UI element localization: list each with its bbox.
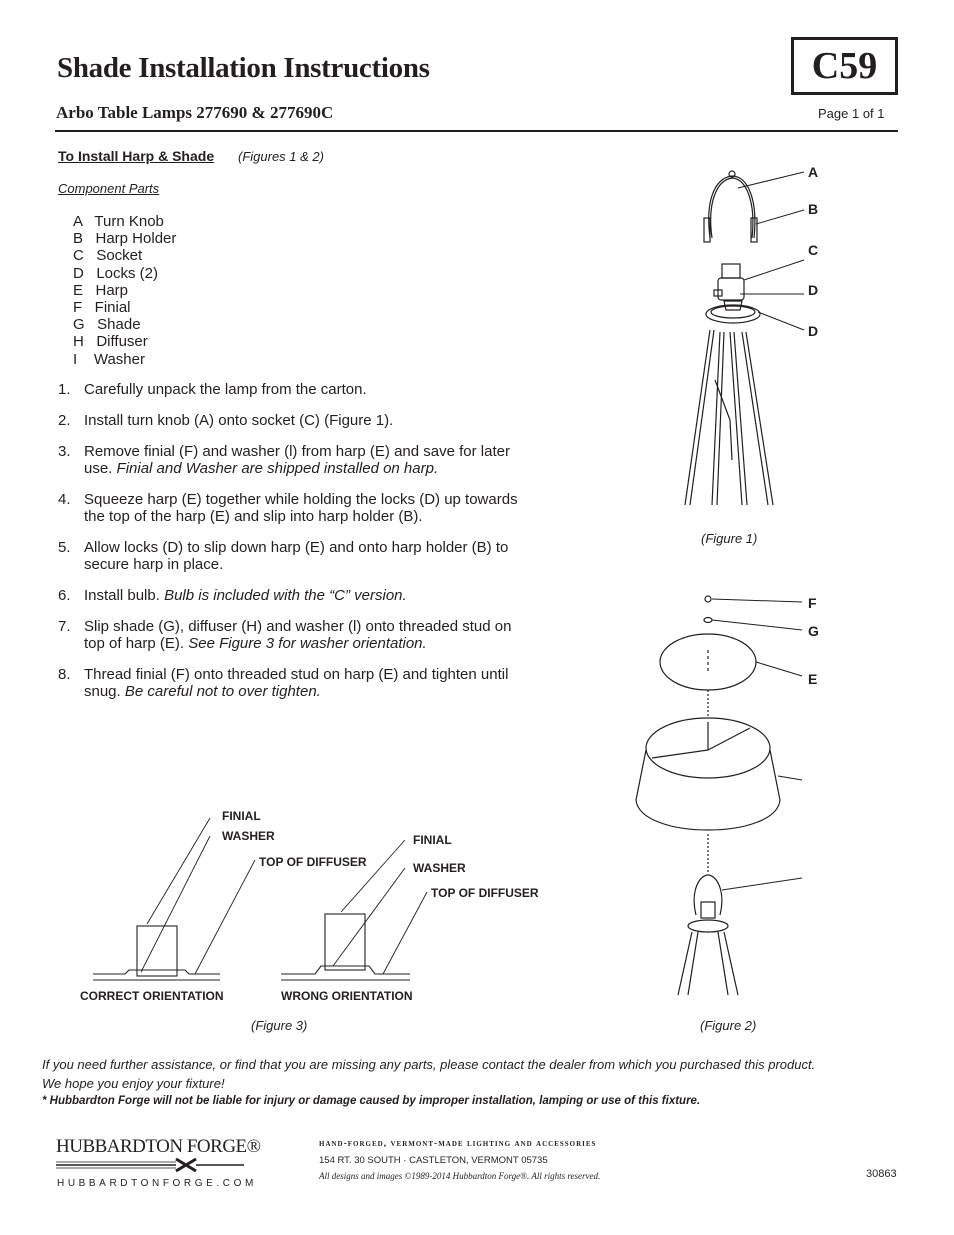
- figure-3-correct-orientation-label: CORRECT ORIENTATION: [80, 989, 224, 1003]
- brand-logo-text: HUBBARDTON FORGE®: [56, 1136, 261, 1157]
- step-text: [84, 491, 528, 525]
- document-code-badge: C59: [791, 37, 898, 95]
- section-title: To Install Harp & Shade: [58, 148, 215, 164]
- step-body: Remove finial (F) and washer (l) from harp (E) and save for later use.: [84, 443, 510, 477]
- step-number: 8.: [58, 666, 71, 683]
- step-body: Carefully unpack the lamp from the carton.: [84, 381, 367, 398]
- figure-3-correct-washer-label: WASHER: [222, 829, 275, 843]
- component-parts-title: Component Parts: [58, 181, 160, 196]
- step-body: Allow locks (D) to slip down harp (E) and onto harp holder (B) to secure harp in place.: [84, 539, 509, 573]
- figure-2-label-f: F: [808, 595, 817, 611]
- step-item: [58, 539, 528, 573]
- figure-1-label-a: A: [808, 164, 819, 180]
- step-item: [58, 412, 528, 429]
- assistance-note-line: We hope you enjoy your fixture!: [42, 1076, 225, 1091]
- figure-1-label-d2: D: [808, 323, 819, 339]
- part-item: G Shade: [73, 316, 141, 334]
- figure-3-wrong-finial-label: FINIAL: [413, 833, 452, 847]
- figure-1-label-b: B: [808, 201, 819, 217]
- figure-3-wrong-washer-label: WASHER: [413, 861, 466, 875]
- step-note: See Figure 3 for washer orientation.: [188, 635, 427, 652]
- figure-1-label-c: C: [808, 242, 819, 258]
- step-note: Be careful not to over tighten.: [124, 683, 321, 700]
- step-number: 2.: [58, 412, 71, 429]
- step-item: [58, 587, 528, 604]
- figure-3-wrong-orientation-label: WRONG ORIENTATION: [281, 989, 413, 1003]
- figure-2-caption: (Figure 2): [700, 1018, 757, 1033]
- figure-2-label-e: E: [808, 671, 818, 687]
- liability-warning: * Hubbardton Forge will not be liable for injury or damage caused by improper installation, lamping or use of this fixture.: [42, 1095, 701, 1107]
- document-number: 30863: [866, 1168, 897, 1180]
- step-body: Squeeze harp (E) together while holding the locks (D) up towards the top of the harp (E) and slip into harp holder (B).: [84, 491, 518, 525]
- assistance-note-line: If you need further assistance, or find that you are missing any parts, please contact the dealer from which you purchased this product.: [42, 1057, 816, 1072]
- step-number: 1.: [58, 381, 71, 398]
- step-body: Install turn knob (A) onto socket (C) (Figure 1).: [84, 412, 394, 429]
- part-item: C Socket: [73, 247, 143, 265]
- step-body: Install bulb.: [84, 587, 160, 604]
- header-divider: [55, 130, 898, 132]
- figure-2-illustration: [630, 590, 810, 1000]
- part-item: F Finial: [73, 299, 131, 317]
- step-text: [84, 666, 528, 700]
- parts-list: [73, 213, 176, 368]
- step-item: [58, 618, 528, 652]
- figure-3-correct-top-label: TOP OF DIFFUSER: [259, 855, 367, 869]
- step-text: [84, 412, 528, 429]
- part-item: B Harp Holder: [73, 230, 177, 248]
- step-number: 5.: [58, 539, 71, 556]
- part-item: D Locks (2): [73, 264, 159, 282]
- page-title: Shade Installation Instructions: [57, 52, 430, 84]
- page-number: Page 1 of 1: [818, 106, 885, 121]
- part-item: H Diffuser: [73, 333, 148, 351]
- step-number: 7.: [58, 618, 71, 635]
- step-number: 3.: [58, 443, 71, 460]
- step-note: Bulb is included with the “C” version.: [164, 587, 407, 604]
- step-number: 6.: [58, 587, 71, 604]
- step-text: [84, 539, 528, 573]
- figure-2-label-g: G: [808, 623, 819, 639]
- figure-3-wrong-top-label: TOP OF DIFFUSER: [431, 886, 539, 900]
- figure-1-label-d: D: [808, 282, 819, 298]
- step-text: [84, 618, 528, 652]
- step-text: [84, 381, 528, 398]
- part-item: I Washer: [73, 350, 145, 368]
- step-number: 4.: [58, 491, 71, 508]
- figure-1-illustration: [670, 160, 810, 510]
- step-note: Finial and Washer are shipped installed on harp.: [116, 460, 439, 477]
- figure-1-caption: (Figure 1): [701, 531, 758, 546]
- part-item: A Turn Knob: [73, 213, 164, 230]
- brand-logo-mark: [56, 1158, 246, 1172]
- page-subtitle: Arbo Table Lamps 277690 & 277690C: [56, 103, 334, 122]
- step-item: [58, 381, 528, 398]
- figure-3-caption: (Figure 3): [251, 1018, 308, 1033]
- company-address: 154 RT. 30 SOUTH · CASTLETON, VERMONT 05735: [319, 1155, 548, 1166]
- copyright-notice: All designs and images ©1989-2014 Hubbardton Forge®. All rights reserved.: [319, 1171, 601, 1181]
- part-item: E Harp: [73, 281, 129, 299]
- step-item: [58, 666, 528, 700]
- assistance-note: [42, 1055, 815, 1093]
- instruction-steps: [58, 381, 528, 714]
- step-text: [84, 443, 528, 477]
- step-body: Slip shade (G), diffuser (H) and washer (l) onto threaded stud on top of harp (E).: [84, 618, 512, 652]
- step-text: [84, 587, 528, 604]
- section-figures-ref: (Figures 1 & 2): [238, 149, 324, 164]
- step-item: [58, 491, 528, 525]
- brand-tagline: hand-forged, vermont-made lighting and accessories: [319, 1139, 597, 1149]
- brand-url: HUBBARDTONFORGE.COM: [57, 1178, 257, 1189]
- figure-3-correct-finial-label: FINIAL: [222, 809, 261, 823]
- step-item: [58, 443, 528, 477]
- step-body: Thread finial (F) onto threaded stud on harp (E) and tighten until snug.: [84, 666, 509, 700]
